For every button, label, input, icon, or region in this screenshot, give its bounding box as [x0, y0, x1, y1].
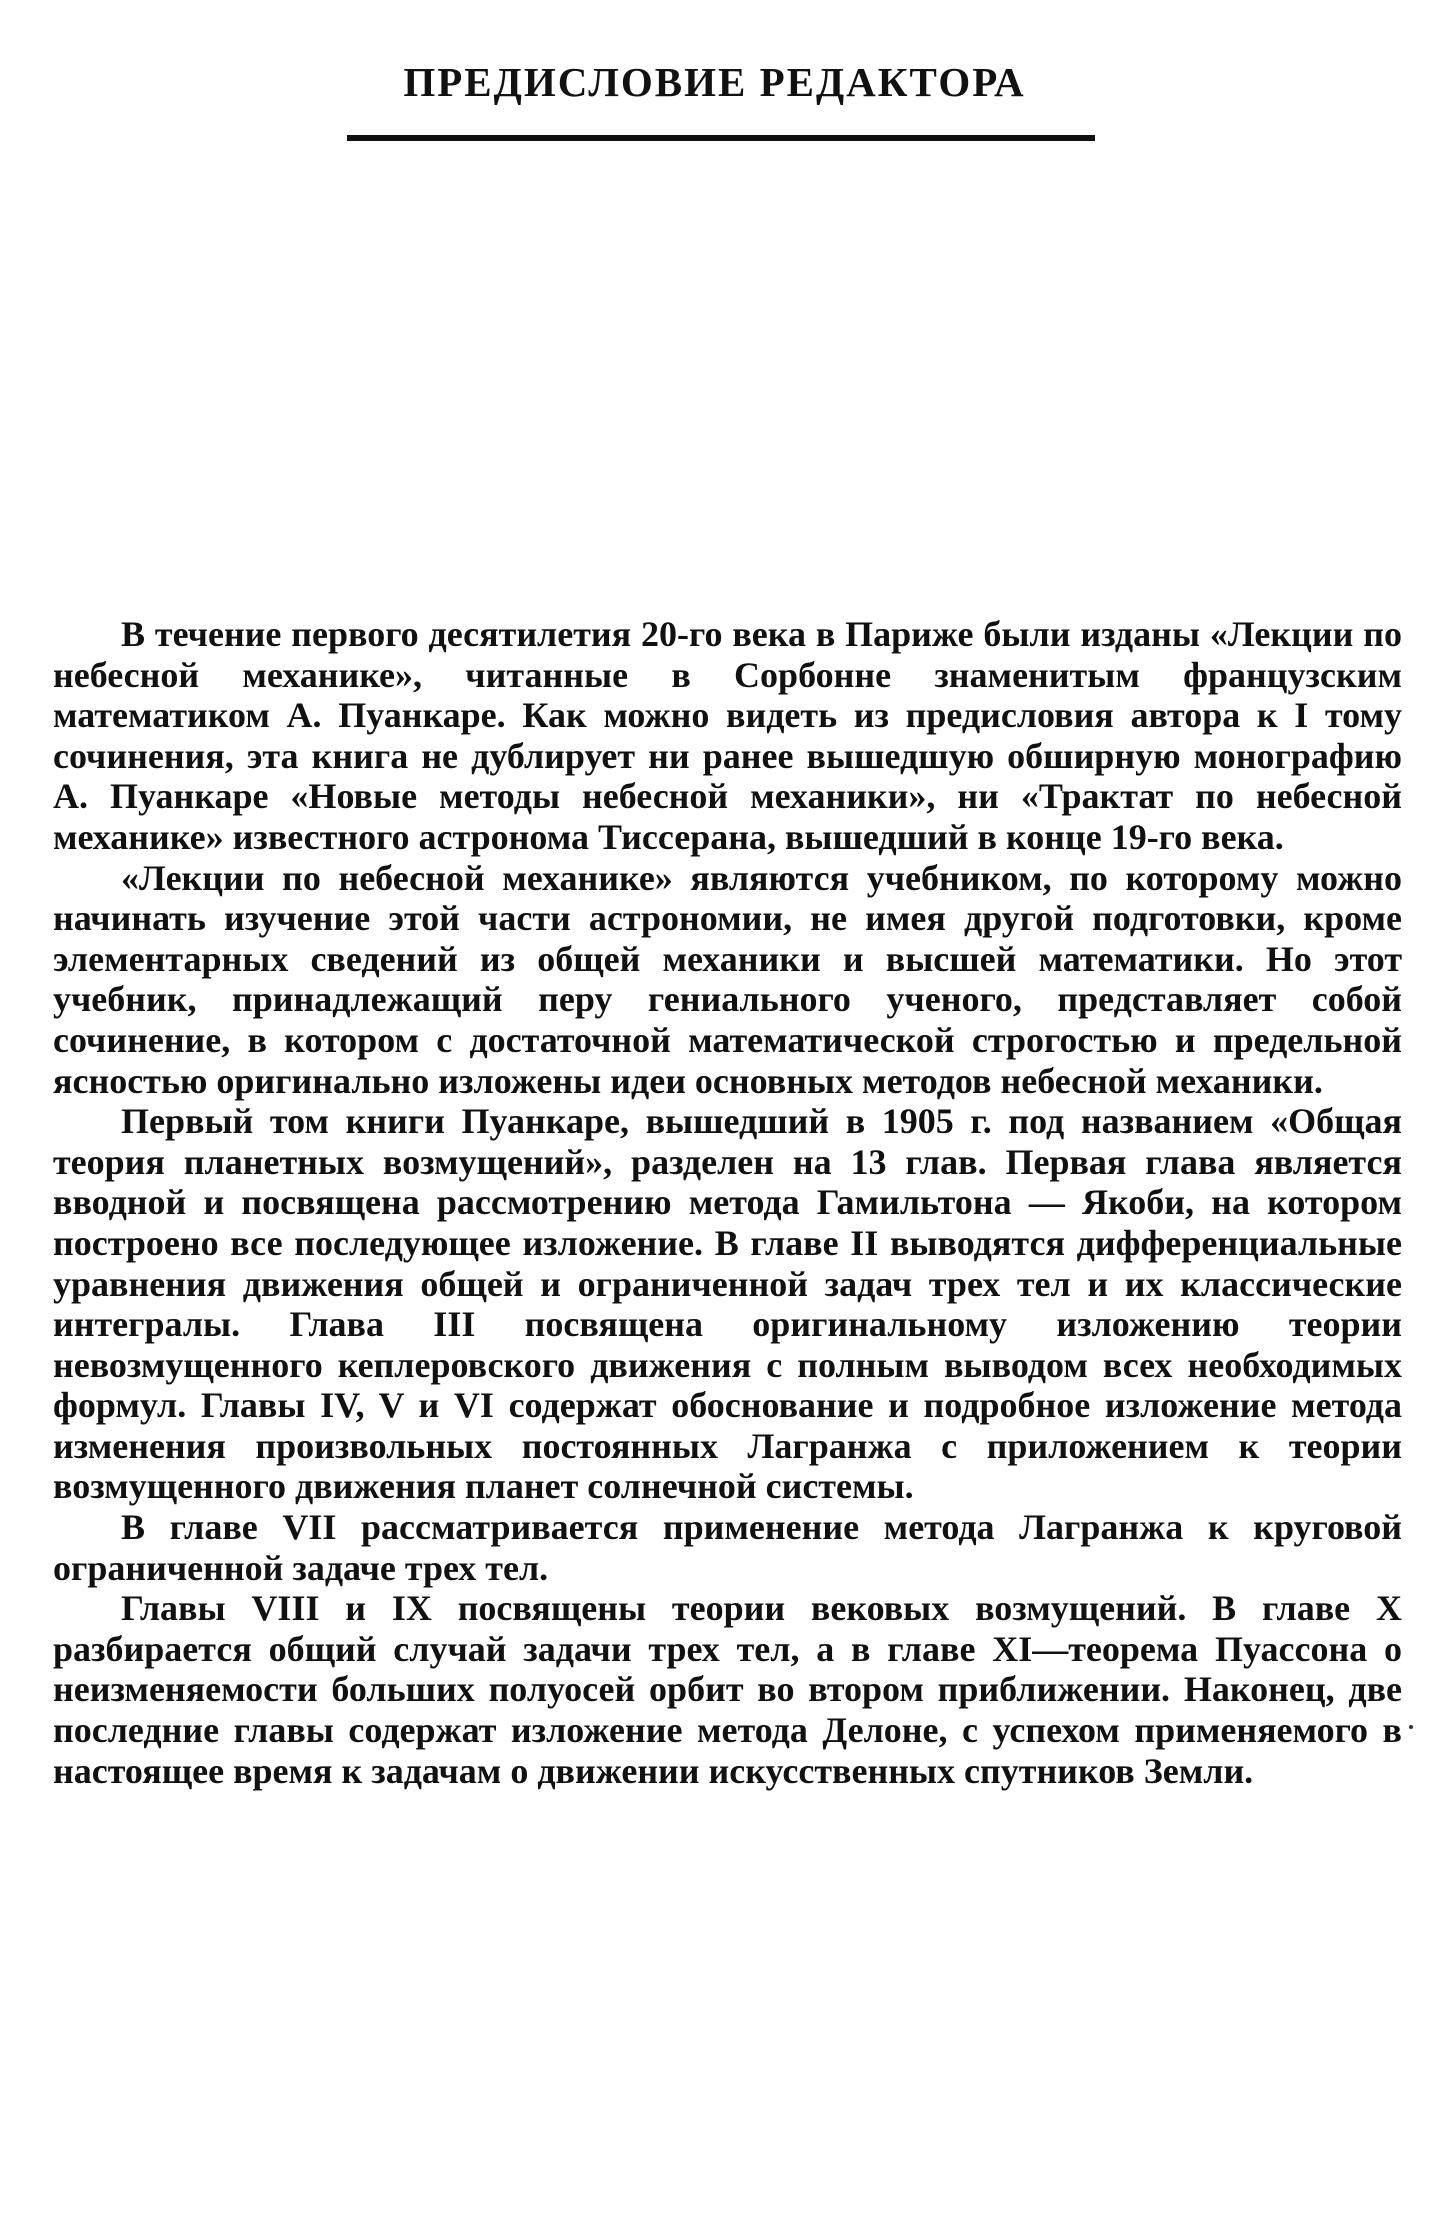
margin-dot [1409, 1725, 1413, 1729]
paragraph-4: В главе VII рассматривается применение метода Лагранжа к круговой ограниченной задаче трех тел. [53, 1507, 1402, 1588]
main-text [53, 614, 1402, 1791]
paragraph-1: В течение первого десятилетия 20-го века в Париже были изданы «Лекции по небесной механике», читанные в Сорбонне знаменитым французским математиком А. Пуанкаре. Как можно видеть из предисловия автора к I тому сочинения, эта книга не дублирует ни ранее вышедшую обширную монографию А. Пуанкаре «Новые методы небесной механики», ни «Трактат по небесной механике» известного астронома Тиссерана, вышедший в конце 19-го века. [53, 614, 1402, 857]
paragraph-2: «Лекции по небесной механике» являются учебником, по которому можно начинать изучение этой части астрономии, не имея другой подготовки, кроме элементарных сведений из общей механики и высшей математики. Но этот учебник, принадлежащий перу гениального ученого, представляет собой сочинение, в котором с достаточной математической строгостью и предельной ясностью оригинально изложены идеи основных методов небесной механики. [53, 857, 1402, 1101]
title-underline [347, 135, 1095, 141]
paragraph-5: Главы VIII и IX посвящены теории вековых возмущений. В главе X разбирается общий случай задачи трех тел, а в главе XI—теорема Пуассона о неизменяемости больших полуосей орбит во втором приближении. Наконец, две последние главы содержат изложение метода Делоне, с успехом применяемого в настоящее время к задачам о движении искусственных спутников Земли. [53, 1588, 1402, 1791]
page-title: ПРЕДИСЛОВИЕ РЕДАКТОРА [403, 59, 1026, 105]
paragraph-3: Первый том книги Пуанкаре, вышедший в 1905 г. под названием «Общая теория планетных возмущений», разделен на 13 глав. Первая глава является вводной и посвящена рассмотрению метода Гамильтона — Якоби, на котором построено все последующее изложение. В главе II выводятся дифференциальные уравнения движения общей и ограниченной задач трех тел и их классические интегралы. Глава III посвящена оригинальному изложению теории невозмущенного кеплеровского движения с полным выводом всех необходимых формул. Главы IV, V и VI содержат обоснование и подробное изложение метода изменения произвольных постоянных Лагранжа с приложением к теории возмущенного движения планет солнечной системы. [53, 1101, 1402, 1507]
page-header [0, 59, 1429, 105]
